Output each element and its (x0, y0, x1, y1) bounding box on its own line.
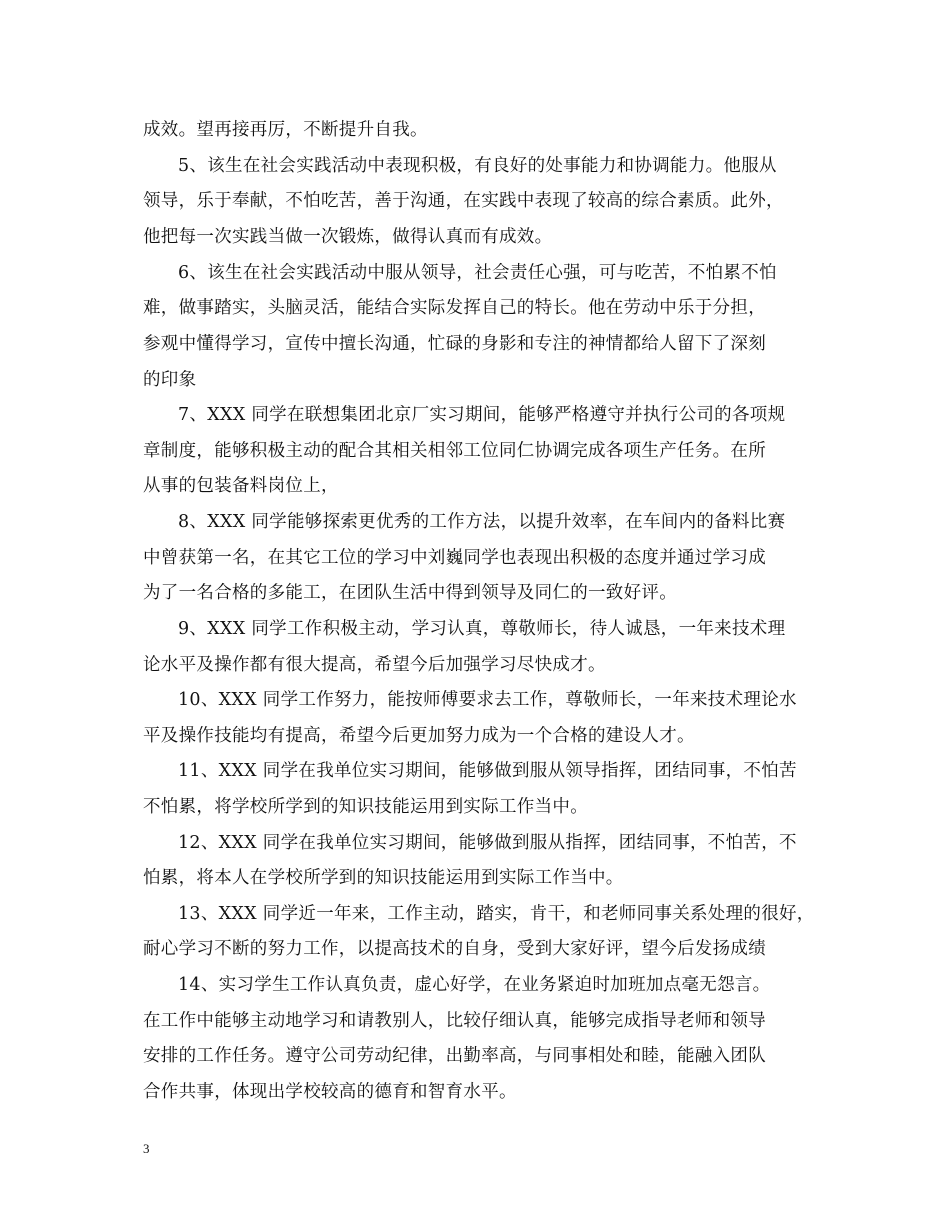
text-line: 怕累，将本人在学校所学到的知识技能运用到实际工作当中。 (143, 868, 624, 888)
paragraph-12-line: 12、XXX 同学在我单位实习期间，能够做到服从指挥，团结同事，不怕苦，不 (178, 833, 797, 853)
text-line: 合作共事，体现出学校较高的德育和智育水平。 (143, 1082, 517, 1102)
paragraph-11-line: 11、XXX 同学在我单位实习期间，能够做到服从领导指挥，团结同事，不怕苦 (178, 761, 797, 781)
paragraph-9-line: 9、XXX 同学工作积极主动，学习认真，尊敬师长，待人诚恳，一年来技术理 (178, 619, 786, 639)
text-line: 章制度，能够积极主动的配合其相关相邻工位同仁协调完成各项生产任务。在所 (143, 441, 766, 461)
text-line: 论水平及操作都有很大提高，希望今后加强学习尽快成才。 (143, 655, 606, 675)
text-line: 的印象 (143, 370, 197, 390)
text-line: 中曾获第一名，在其它工位的学习中刘巍同学也表现出积极的态度并通过学习成 (143, 548, 766, 568)
text-line: 耐心学习不断的努力工作，以提高技术的自身，受到大家好评，望今后发扬成绩 (143, 939, 766, 959)
text-line: 他把每一次实践当做一次锻炼，做得认真而有成效。 (143, 227, 553, 247)
paragraph-6-line: 6、该生在社会实践活动中服从领导，社会责任心强，可与吃苦，不怕累不怕 (178, 263, 777, 283)
text-line: 参观中懂得学习，宣传中擅长沟通，忙碌的身影和专注的神情都给人留下了深刻 (143, 334, 766, 354)
text-line: 成效。望再接再厉，不断提升自我。 (143, 120, 428, 140)
paragraph-14-line: 14、实习学生工作认真负责，虚心好学，在业务紧迫时加班加点毫无怨言。 (178, 975, 771, 995)
text-line: 为了一名合格的多能工，在团队生活中得到领导及同仁的一致好评。 (143, 583, 677, 603)
page-number: 3 (143, 1141, 150, 1156)
text-line: 难，做事踏实，头脑灵活，能结合实际发挥自己的特长。他在劳动中乐于分担， (143, 298, 766, 318)
paragraph-5-line: 5、该生在社会实践活动中表现积极，有良好的处事能力和协调能力。他服从 (178, 156, 777, 176)
text-line: 领导，乐于奉献，不怕吃苦，善于沟通，在实践中表现了较高的综合素质。此外， (143, 191, 784, 211)
text-line: 不怕累，将学校所学到的知识技能运用到实际工作当中。 (143, 797, 588, 817)
paragraph-8-line: 8、XXX 同学能够探索更优秀的工作方法，以提升效率，在车间内的备料比赛 (178, 512, 786, 532)
paragraph-7-line: 7、XXX 同学在联想集团北京厂实习期间，能够严格遵守并执行公司的各项规 (178, 405, 786, 425)
text-line: 平及操作技能均有提高，希望今后更加努力成为一个合格的建设人才。 (143, 726, 695, 746)
paragraph-10-line: 10、XXX 同学工作努力，能按师傅要求去工作，尊敬师长，一年来技术理论水 (178, 690, 797, 710)
text-line: 从事的包装备料岗位上， (143, 476, 339, 496)
text-line: 在工作中能够主动地学习和请教别人，比较仔细认真，能够完成指导老师和领导 (143, 1011, 766, 1031)
text-line: 安排的工作任务。遵守公司劳动纪律，出勤率高，与同事相处和睦，能融入团队 (143, 1046, 766, 1066)
paragraph-13-line: 13、XXX 同学近一年来，工作主动，踏实，肯干，和老师同事关系处理的很好， (178, 904, 815, 924)
